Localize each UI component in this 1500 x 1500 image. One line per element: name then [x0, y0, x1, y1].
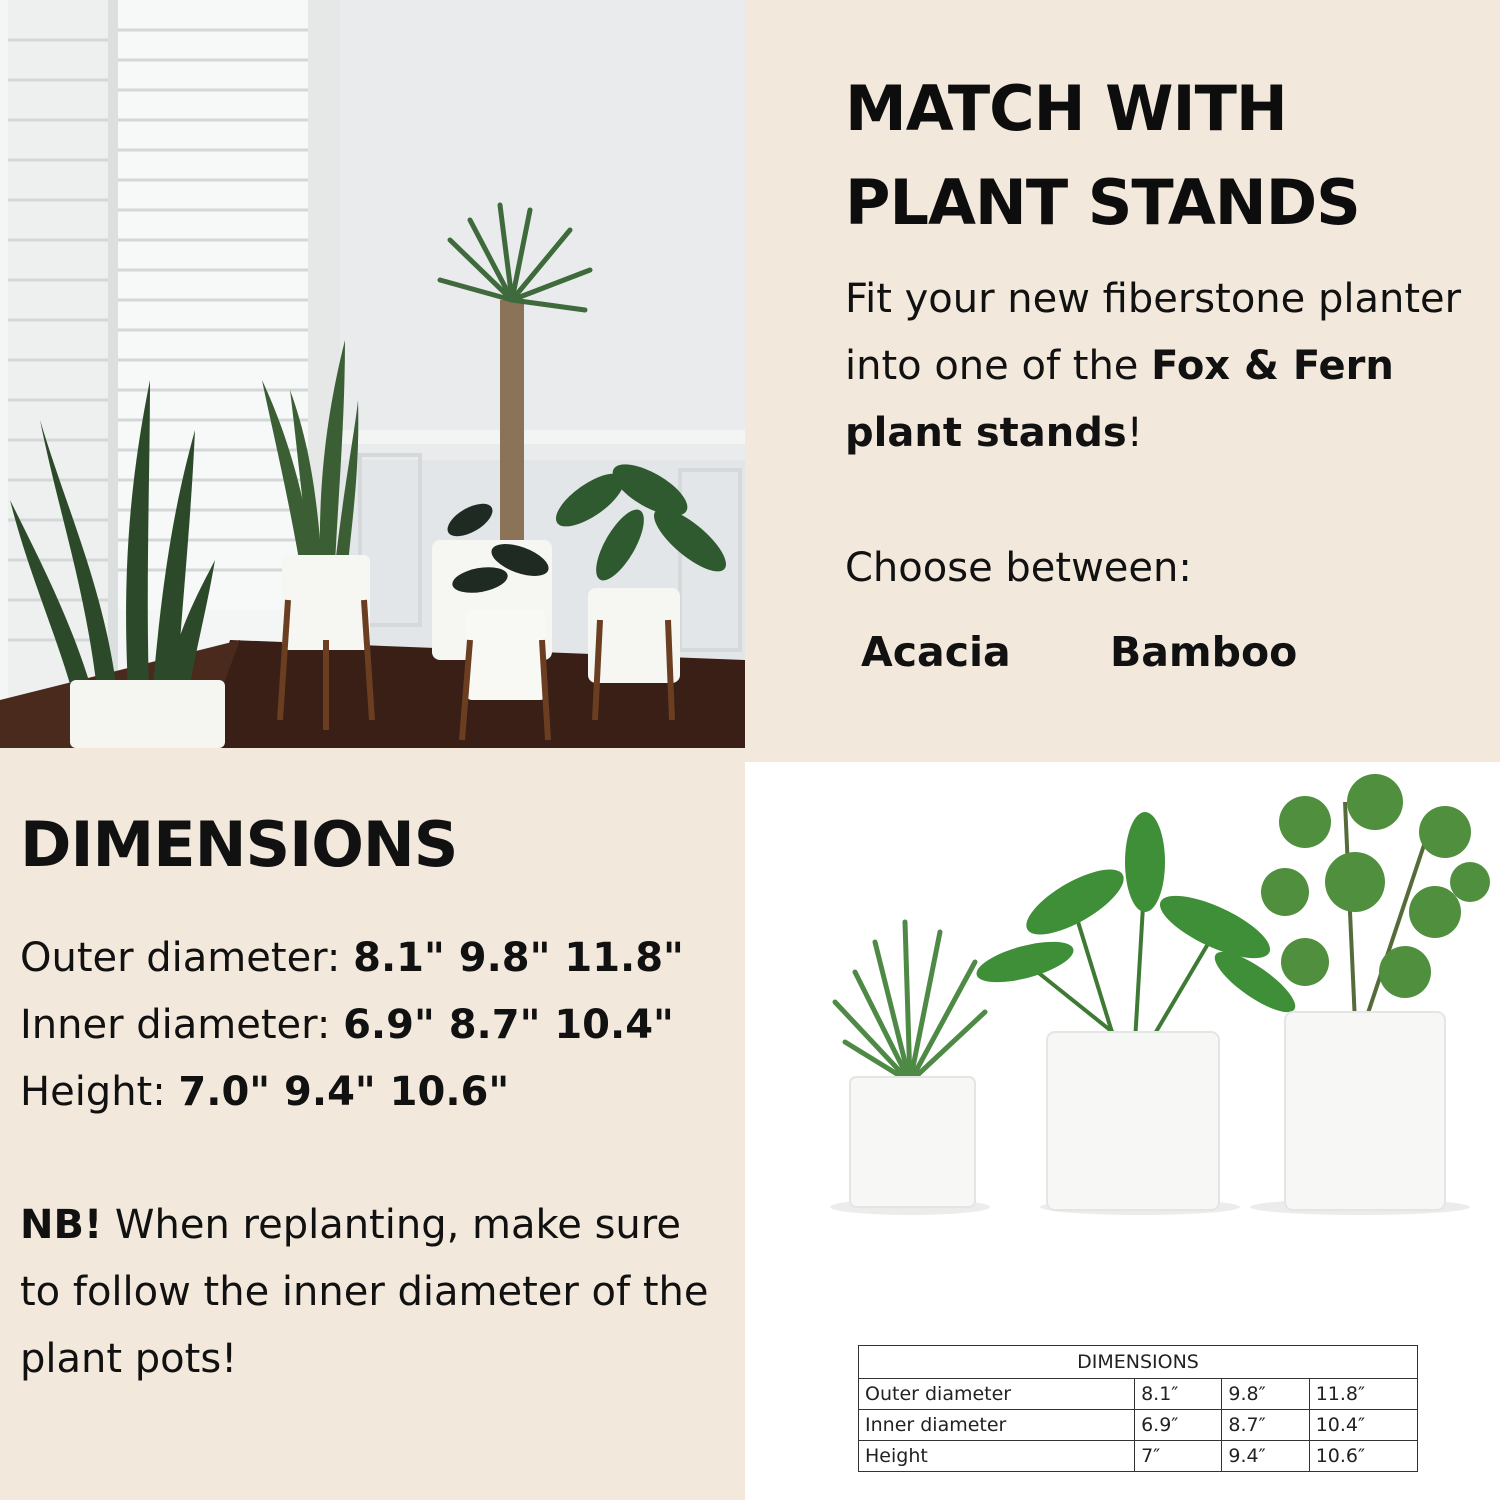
dimensions-title: DIMENSIONS [20, 808, 458, 881]
table-cell: 11.8″ [1309, 1379, 1417, 1410]
table-cell: 9.8″ [1222, 1379, 1309, 1410]
dimensions-panel [0, 748, 745, 1500]
inner-diameter-line [20, 992, 674, 1059]
height-values: 7.0" 9.4" 10.6" [178, 1069, 510, 1115]
headline-line-1: MATCH WITH [845, 72, 1287, 145]
height-line [20, 1059, 509, 1126]
room-photo [0, 0, 745, 748]
match-headline [845, 62, 1360, 250]
table-cell: 10.6″ [1309, 1441, 1417, 1472]
table-cell: 6.9″ [1135, 1410, 1222, 1441]
table-row [859, 1410, 1418, 1441]
height-label: Height: [20, 1069, 179, 1115]
row-label: Outer diameter [859, 1379, 1135, 1410]
inner-diameter-label: Inner diameter: [20, 1002, 344, 1048]
row-label: Height [859, 1441, 1135, 1472]
product-panel [745, 762, 1500, 1500]
outer-diameter-values: 8.1" 9.8" 11.8" [353, 935, 684, 981]
description-exclamation: ! [1126, 410, 1143, 456]
table-cell: 8.1″ [1135, 1379, 1222, 1410]
table-cell: 10.4″ [1309, 1410, 1417, 1441]
fox-fern-stands-link: Fox & Fern plant stands [845, 343, 1394, 456]
table-cell: 7″ [1135, 1441, 1222, 1472]
replanting-note [20, 1192, 720, 1393]
table-row [859, 1379, 1418, 1410]
table-row [859, 1441, 1418, 1472]
table-cell: 8.7″ [1222, 1410, 1309, 1441]
outer-diameter-label: Outer diameter: [20, 935, 354, 981]
table-cell: 9.4″ [1222, 1441, 1309, 1472]
dimensions-table [858, 1345, 1418, 1472]
row-label: Inner diameter [859, 1410, 1135, 1441]
table-header: DIMENSIONS [859, 1346, 1418, 1379]
option-acacia: Acacia [861, 628, 1011, 676]
description-text: Fit your new fiberstone planter into one of the [845, 276, 1462, 389]
nb-label: NB! [20, 1202, 103, 1248]
outer-diameter-line [20, 925, 684, 992]
room-illustration [0, 0, 745, 748]
inner-diameter-values: 6.9" 8.7" 10.4" [343, 1002, 674, 1048]
headline-line-2: PLANT STANDS [845, 166, 1360, 239]
nb-text: When replanting, make sure to follow the inner diameter of the plant pots! [20, 1202, 709, 1382]
choose-label: Choose between: [845, 545, 1192, 591]
match-panel [745, 0, 1500, 762]
match-description [845, 266, 1485, 467]
option-bamboo: Bamboo [1110, 628, 1298, 676]
pots-illustration [745, 762, 1500, 1322]
